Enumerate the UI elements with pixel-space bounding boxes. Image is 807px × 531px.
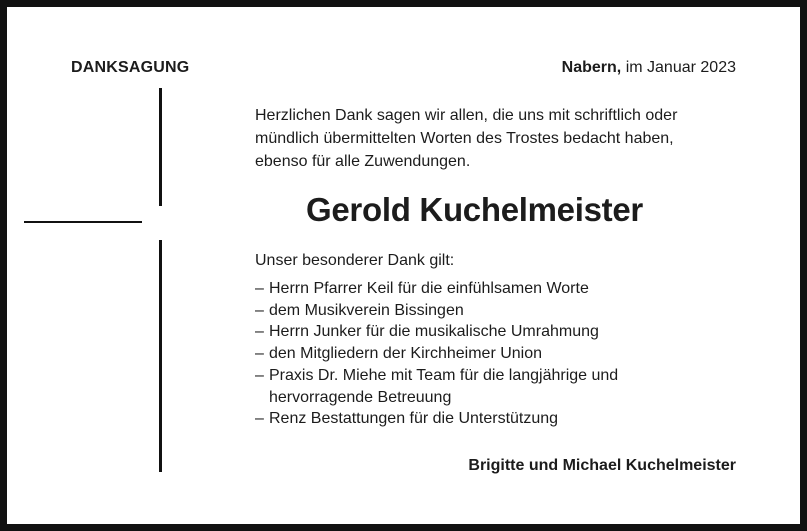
dash-bullet: – [255,301,264,319]
cross-upper-bar [159,88,162,206]
thanks-item-text: Praxis Dr. Miehe mit Team für die langjährige und [269,366,619,384]
thanks-item-text: Herrn Pfarrer Keil für die einfühlsamen Worte [269,280,589,297]
dash-bullet: – [255,323,264,341]
intro-line: mündlich übermittelten Worten des Trostes bedacht haben, [255,130,674,147]
dateline-date: im Januar 2023 [625,59,736,76]
cross-horizontal-bar [24,221,142,223]
thanks-item-text: dem Musikverein Bissingen [269,301,464,319]
thanks-item-text: Renz Bestattungen für die Unterstützung [269,410,559,428]
notice-heading: DANKSAGUNG [71,59,190,76]
thanks-item [255,321,618,343]
deceased-name: Gerold Kuchelmeister [306,191,643,228]
intro-line: Herzlichen Dank sagen wir allen, die uns mit schriftlich oder [255,107,678,124]
thanks-item [255,365,618,387]
thanks-item [255,408,618,430]
intro-line: ebenso für alle Zuwendungen. [255,153,471,170]
dateline-place: Nabern, [561,59,622,76]
dateline [562,59,736,77]
dash-bullet: – [255,280,264,297]
intro-text [255,104,755,173]
thanks-item [255,278,618,300]
cross-lower-bar [159,240,162,472]
thanks-item-text: Herrn Junker für die musikalische Umrahmung [269,323,599,341]
dash-bullet: – [255,366,264,384]
dash-bullet: – [255,345,264,363]
thanks-item-text: hervorragende Betreuung [269,388,452,406]
signature: Brigitte und Michael Kuchelmeister [468,457,736,474]
thanks-item-continuation [255,387,618,409]
thanks-item [255,343,618,365]
thanks-list [255,278,618,430]
thanks-item [255,300,618,322]
thanks-intro: Unser besonderer Dank gilt: [255,252,455,269]
dash-bullet: – [255,410,264,428]
thanks-item-text: den Mitgliedern der Kirchheimer Union [269,345,543,363]
